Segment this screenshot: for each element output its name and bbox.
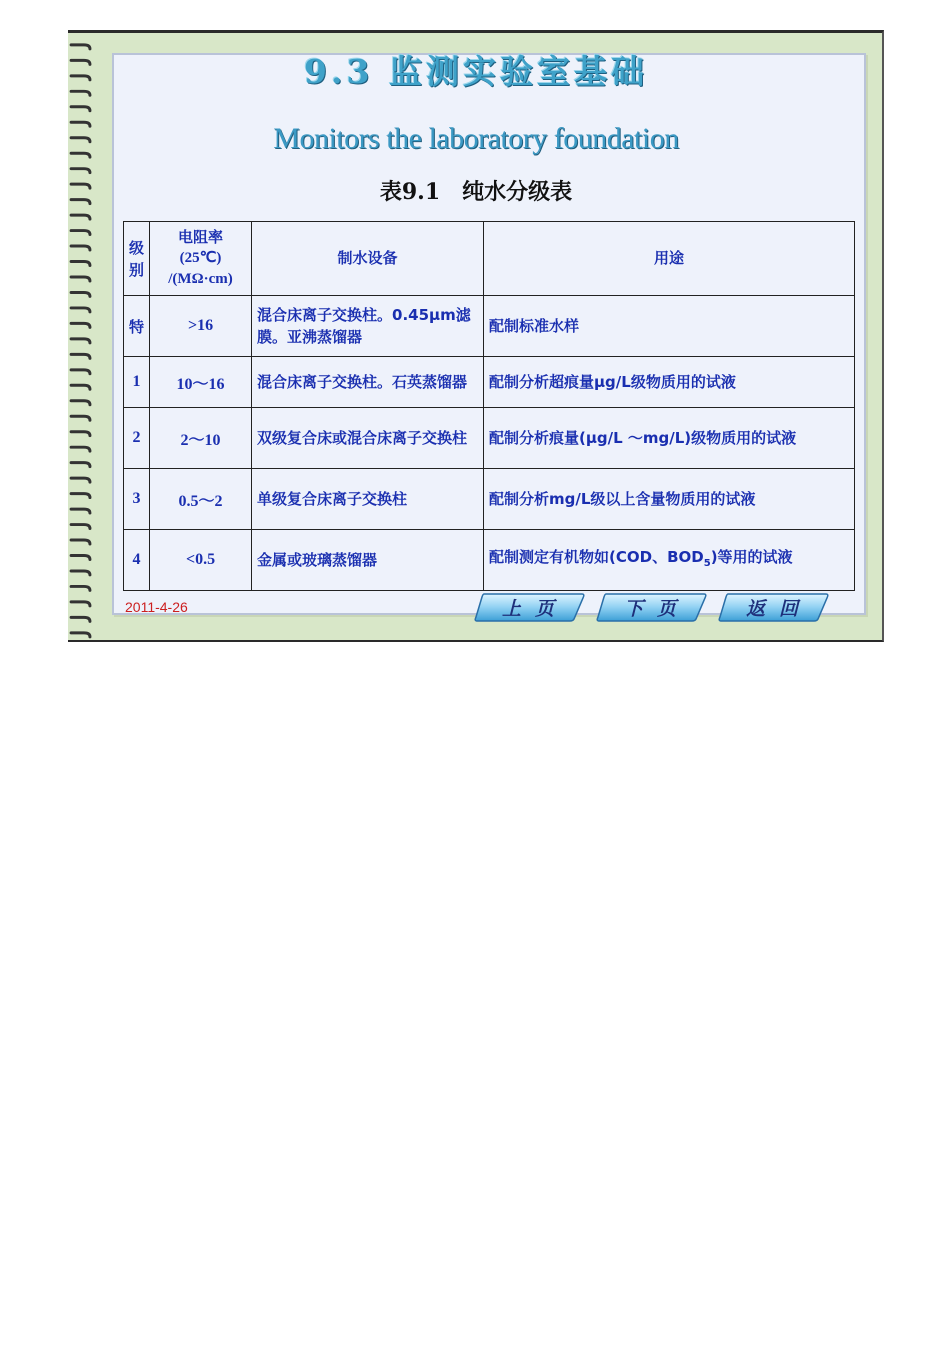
table-row	[124, 469, 855, 530]
header-resistivity-line2: (25℃)	[179, 250, 222, 266]
binding-ring-icon	[71, 246, 90, 250]
cell-resistivity: <0.5	[150, 530, 252, 591]
cell-equipment: 单级复合床离子交换柱	[252, 469, 484, 530]
cell-equipment: 双级复合床或混合床离子交换柱	[252, 408, 484, 469]
header-resistivity-line1: 电阻率	[178, 228, 224, 246]
binding-ring-icon	[71, 463, 90, 467]
cell-usage-subscript: 5	[703, 557, 711, 569]
table-row	[124, 296, 855, 357]
cell-usage: 配制分析mg/L级以上含量物质用的试液	[484, 469, 855, 530]
binding-ring-icon	[71, 509, 90, 513]
cell-equipment: 混合床离子交换柱。石英蒸馏器	[252, 357, 484, 408]
cell-grade: 2	[124, 408, 150, 469]
binding-ring-icon	[71, 586, 90, 590]
binding-ring-icon	[71, 602, 90, 606]
slide-title-en: Monitors the laboratory foundation	[273, 122, 679, 155]
binding-ring-icon	[71, 169, 90, 173]
header-resistivity	[150, 222, 252, 296]
binding-ring-icon	[71, 262, 90, 266]
binding-ring-icon	[71, 633, 90, 637]
binding-ring-icon	[71, 540, 90, 544]
binding-ring-icon	[71, 277, 90, 281]
binding-ring-icon	[71, 107, 90, 111]
slide-date: 2011-4-26	[125, 599, 188, 615]
binding-ring-icon	[71, 401, 90, 405]
binding-ring-icon	[71, 494, 90, 498]
back-button[interactable]	[718, 591, 830, 623]
table-row	[124, 357, 855, 408]
header-usage: 用途	[484, 222, 855, 296]
table-caption: 表9.1 纯水分级表	[379, 179, 573, 205]
header-resistivity-line3: /(MΩ·cm)	[168, 271, 233, 287]
binding-ring-icon	[71, 525, 90, 529]
prev-page-button[interactable]	[474, 591, 586, 623]
cell-equipment: 金属或玻璃蒸馏器	[252, 530, 484, 591]
binding-ring-icon	[71, 416, 90, 420]
cell-usage: 配制标准水样	[484, 296, 855, 357]
cell-resistivity: 2～10	[150, 408, 252, 469]
binding-ring-icon	[71, 354, 90, 358]
binding-ring-icon	[71, 308, 90, 312]
binding-ring-icon	[71, 447, 90, 451]
slide-title-cn: 9.3 监测实验室基础	[304, 52, 648, 91]
binding-ring-icon	[71, 370, 90, 374]
binding-ring-icon	[71, 385, 90, 389]
cell-usage-text: 配制测定有机物如(COD、BOD	[489, 547, 704, 566]
water-grade-table	[123, 221, 855, 591]
binding-ring-icon	[71, 617, 90, 621]
binding-ring-icon	[71, 215, 90, 219]
cell-resistivity: 10～16	[150, 357, 252, 408]
cell-usage: 配制分析超痕量μg/L级物质用的试液	[484, 357, 855, 408]
cell-resistivity: >16	[150, 296, 252, 357]
table-row	[124, 530, 855, 591]
binding-ring-icon	[71, 555, 90, 559]
header-grade: 级别	[124, 222, 150, 296]
binding-ring-icon	[71, 339, 90, 343]
cell-usage: 配制分析痕量(μg/L ～mg/L)级物质用的试液	[484, 408, 855, 469]
cell-equipment: 混合床离子交换柱。0.45μm滤膜。亚沸蒸馏器	[252, 296, 484, 357]
binding-ring-icon	[71, 432, 90, 436]
header-equipment: 制水设备	[252, 222, 484, 296]
binding-ring-icon	[71, 478, 90, 482]
cell-resistivity: 0.5～2	[150, 469, 252, 530]
cell-usage-text-end: )等用的试液	[710, 547, 793, 566]
cell-grade: 4	[124, 530, 150, 591]
next-page-label: 下页	[623, 598, 690, 620]
cell-grade: 特	[124, 296, 150, 357]
binding-ring-icon	[71, 323, 90, 327]
prev-page-label: 上页	[501, 598, 568, 620]
binding-ring-icon	[71, 292, 90, 296]
back-label: 返回	[745, 598, 812, 620]
cell-usage	[484, 530, 855, 591]
table-header-row	[124, 222, 855, 296]
cell-grade: 1	[124, 357, 150, 408]
binding-ring-icon	[71, 231, 90, 235]
binding-ring-icon	[71, 571, 90, 575]
cell-grade: 3	[124, 469, 150, 530]
table-row	[124, 408, 855, 469]
next-page-button[interactable]	[596, 591, 708, 623]
